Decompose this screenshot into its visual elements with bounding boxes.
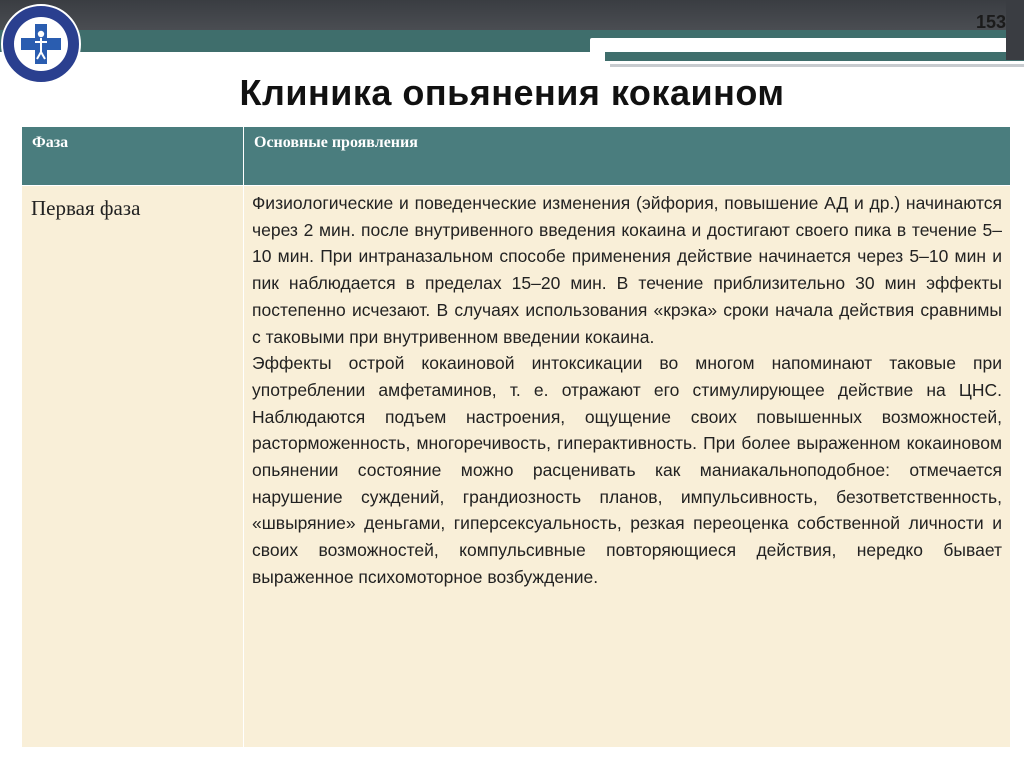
page-title: Клиника опьянения кокаином: [239, 72, 785, 113]
phase-cell: Первая фаза: [22, 186, 243, 747]
header-band-secondary: [605, 52, 1024, 61]
manifestations-cell: [244, 186, 1010, 747]
column-header-phase: Фаза: [22, 127, 243, 185]
slide-number: 153: [975, 12, 1006, 32]
header-divider: [610, 64, 1024, 67]
column-header-manifestations: Основные проявления: [244, 127, 1010, 185]
manifestations-paragraph-1: Физиологические и поведенческие изменения (эйфория, повышение АД и др.) начинаются через 2 мин. после внутривенного введения кокаина и достигают своего пика в течение 5–10 мин. При интраназальном способе применения действие начинается через 5–10 мин и пик наблюдается в пределах 15–20 мин. В течение приблизительно 30 мин эффекты постепенно исчезают. В случаях использования «крэка» сроки начала действия сравнимы с таковыми при внутривенном введении кокаина.: [252, 193, 1002, 347]
manifestations-paragraph-2: Эффекты острой кокаиновой интоксикации во многом напоминают таковые при употреблении амфетаминов, т. е. отражают его стимулирующее действие на ЦНС. Наблюдаются подъем настроения, ощущение своих повышенных возможностей, расторможенность, многоречивость, гиперактивность. При более выраженном кокаиновом опьянении состояние можно расценивать как маниакальноподобное: отмечается нарушение суждений, грандиозность планов, импульсивность, безответственность, «швыряние» деньгами, гиперсексуальность, резкая переоценка собственной личности и своих возможностей, компульсивные повторяющиеся действия, нередко бывает выраженное психомоторное возбуждение.: [252, 353, 1002, 587]
header-bar: [0, 0, 1024, 30]
clinic-table: [22, 127, 1010, 747]
header-right-bar: [1006, 0, 1024, 60]
header-notch: [590, 38, 1024, 52]
